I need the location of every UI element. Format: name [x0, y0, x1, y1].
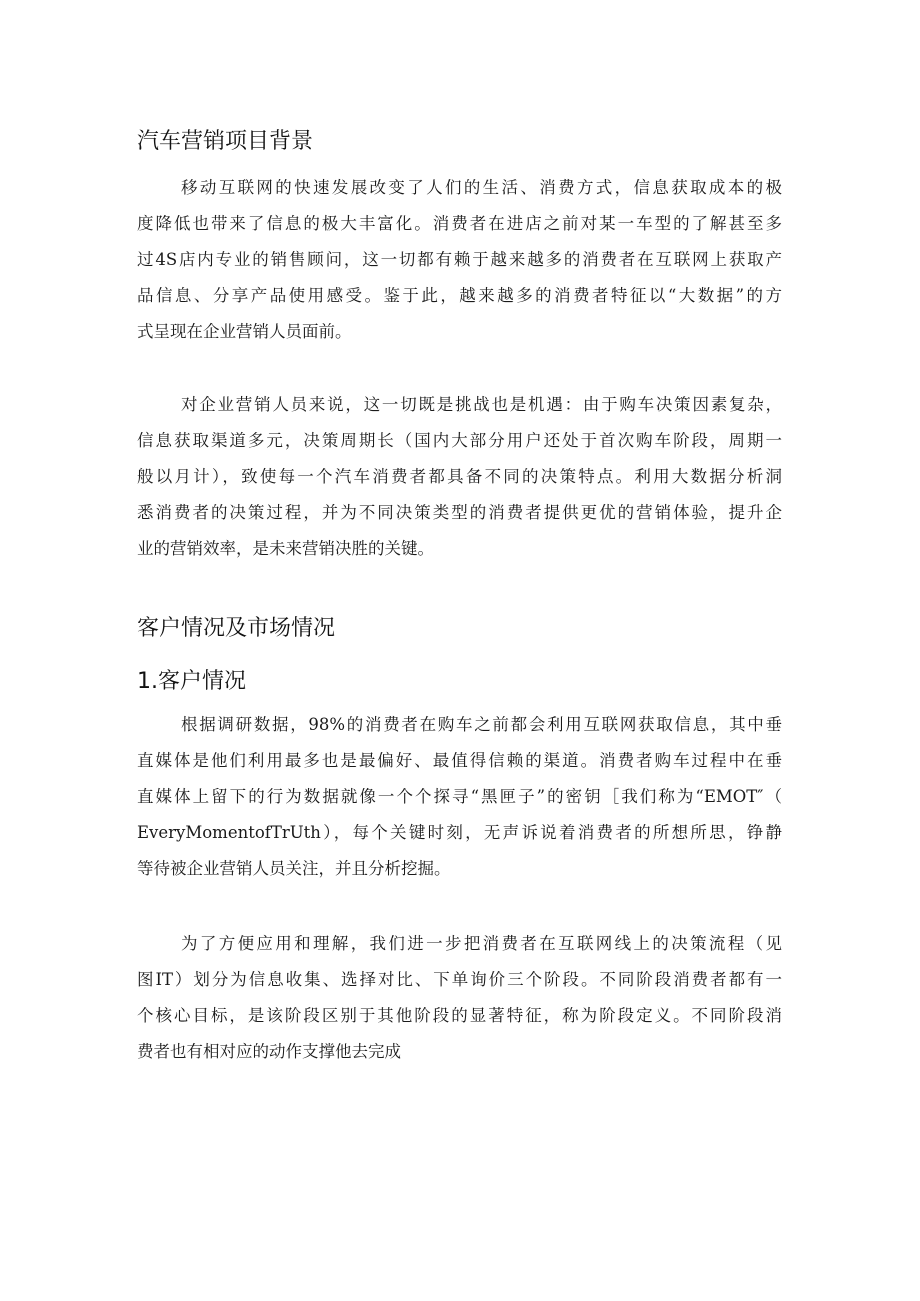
paragraph-line: 过4S店内专业的销售顾问，这一切都有赖于越来越多的消费者在互联网上获取产 [137, 250, 782, 269]
paragraph-line: 费者也有相对应的动作支撑他去完成 [137, 1042, 401, 1061]
paragraph-line: 为了方便应用和理解，我们进一步把消费者在互联网线上的决策流程（见 [181, 934, 782, 953]
paragraph-1 [137, 170, 782, 350]
paragraph-line: 信息获取渠道多元，决策周期长（国内大部分用户还处于首次购车阶段，周期一 [137, 431, 782, 450]
paragraph-line: 根据调研数据，98%的消费者在购车之前都会利用互联网获取信息，其中垂 [181, 715, 782, 734]
paragraph-line: 移动互联网的快速发展改变了人们的生活、消费方式，信息获取成本的极 [181, 178, 782, 197]
paragraph-3 [137, 707, 782, 887]
paragraph-line: 品信息、分享产品使用感受。鉴于此，越来越多的消费者特征以“大数据”的方 [137, 286, 782, 305]
section-heading-background: 汽车营销项目背景 [137, 129, 314, 154]
paragraph-line: 等待被企业营销人员关注，并且分析挖掘。 [137, 859, 451, 878]
paragraph-line: 般以月计），致使每一个汽车消费者都具备不同的决策特点。利用大数据分析洞 [137, 467, 782, 486]
paragraph-line: 式呈现在企业营销人员面前。 [137, 322, 352, 341]
paragraph-line: 直媒体是他们利用最多也是最偏好、最值得信赖的渠道。消费者购车过程中在垂 [137, 751, 782, 770]
paragraph-line: 对企业营销人员来说，这一切既是挑战也是机遇：由于购车决策因素复杂， [181, 395, 782, 414]
paragraph-line: 悉消费者的决策过程，并为不同决策类型的消费者提供更优的营销体验，提升企 [137, 503, 782, 522]
paragraph-line: 度降低也带来了信息的极大丰富化。消费者在进店之前对某一车型的了解甚至多 [137, 214, 782, 233]
paragraph-2 [137, 387, 782, 567]
paragraph-line: 个核心目标，是该阶段区别于其他阶段的显著特征，称为阶段定义。不同阶段消 [137, 1006, 782, 1025]
paragraph-line: EveryMomentofTrUth），每个关键时刻，无声诉说着消费者的所想所思，铮静 [137, 823, 782, 842]
paragraph-line: 直媒体上留下的行为数据就像一个个探寻“黑匣子”的密钥［我们称为“EMOT″（ [137, 787, 782, 806]
section-heading-customer-market: 客户情况及市场情况 [137, 616, 336, 641]
paragraph-line: 图IT）划分为信息收集、选择对比、下单询价三个阶段。不同阶段消费者都有一 [137, 970, 782, 989]
subsection-heading-customer: 1.客户情况 [137, 669, 246, 694]
paragraph-4 [137, 926, 782, 1070]
paragraph-line: 业的营销效率，是未来营销决胜的关键。 [137, 539, 434, 558]
